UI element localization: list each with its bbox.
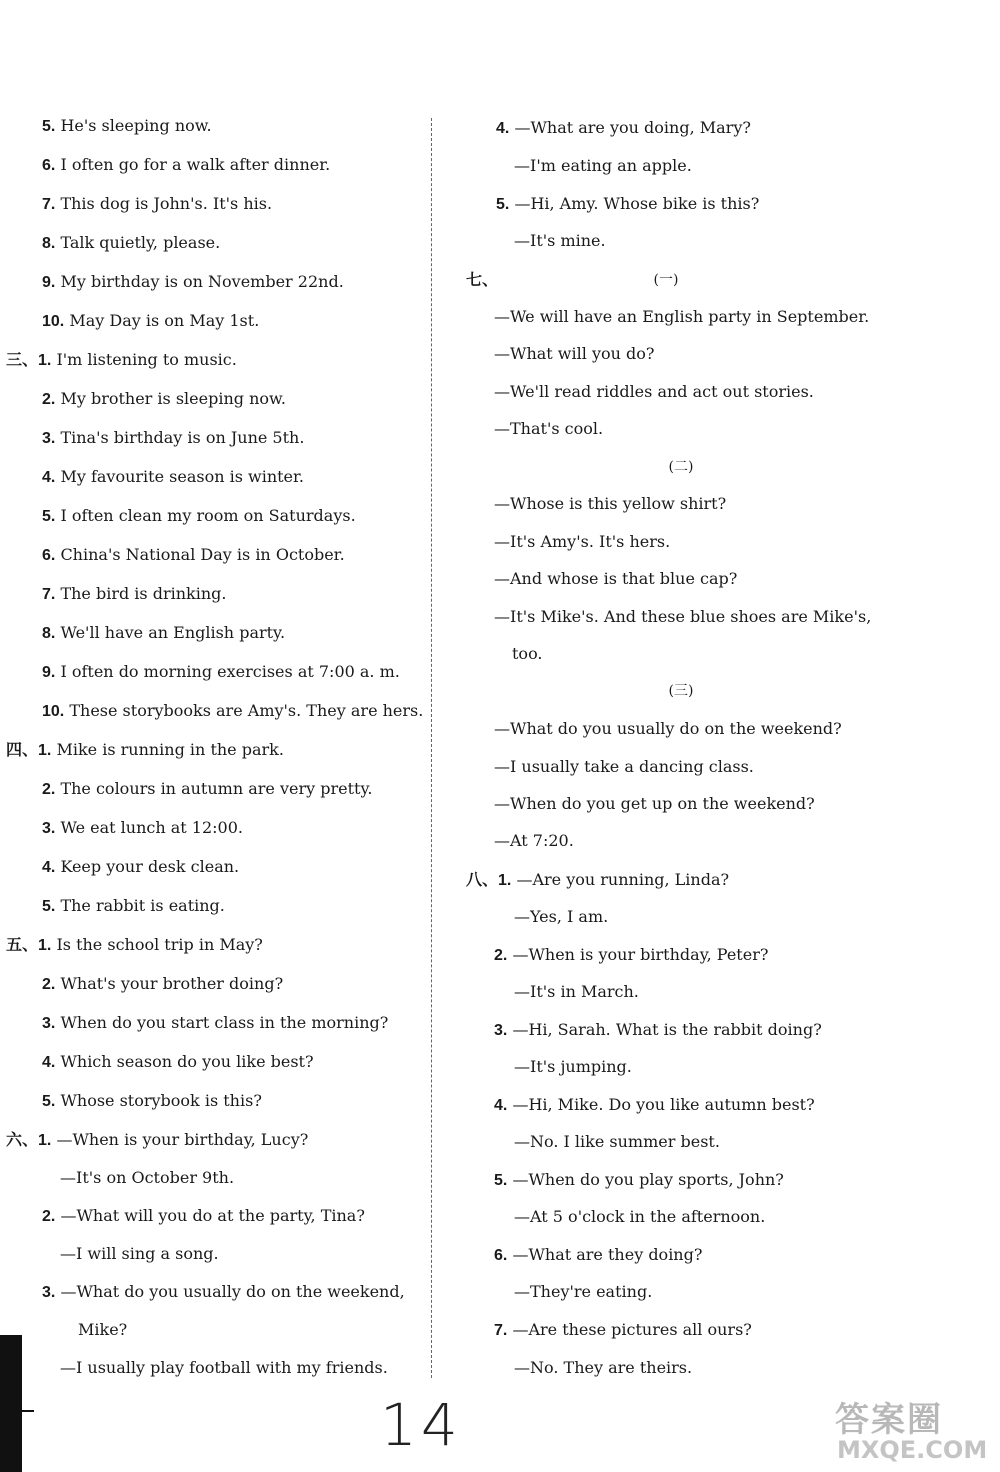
answer-line: —Whose is this yellow shirt?: [494, 494, 727, 513]
column-divider: [431, 118, 432, 1378]
answer-line: —We will have an English party in September.: [494, 307, 870, 326]
answer-line: 2. The colours in autumn are very pretty.: [42, 779, 373, 798]
subsection-heading: (三): [668, 683, 694, 699]
section-number: 三、: [6, 350, 39, 369]
answer-line: 7. The bird is drinking.: [42, 584, 227, 603]
answer-line: 2. —When is your birthday, Peter?: [494, 945, 769, 964]
answer-line: 5. I often clean my room on Saturdays.: [42, 506, 356, 525]
answer-line: 3. Tina's birthday is on June 5th.: [42, 428, 305, 447]
answer-line: —I usually play football with my friends.: [60, 1358, 388, 1377]
answer-line: 四、1. Mike is running in the park.: [6, 740, 284, 759]
answer-line: —It's mine.: [514, 231, 606, 250]
answer-line: —That's cool.: [494, 419, 604, 438]
answer-line: 4. —What are you doing, Mary?: [496, 118, 751, 137]
answer-line: —And whose is that blue cap?: [494, 569, 738, 588]
answer-line: 10. These storybooks are Amy's. They are hers.: [42, 701, 424, 720]
section-number: 七、: [466, 270, 499, 289]
section-number: 六、: [6, 1130, 39, 1149]
answer-line: —I'm eating an apple.: [514, 156, 692, 175]
answer-line: —No. They are theirs.: [514, 1358, 693, 1377]
answer-line: 7. This dog is John's. It's his.: [42, 194, 273, 213]
page-number: 14: [380, 1391, 462, 1459]
answer-line: 4. —Hi, Mike. Do you like autumn best?: [494, 1095, 815, 1114]
answer-line: 五、1. Is the school trip in May?: [6, 935, 263, 954]
section-number: 四、: [6, 740, 39, 759]
answer-line: —It's on October 9th.: [60, 1168, 235, 1187]
answer-line: 3. —Hi, Sarah. What is the rabbit doing?: [494, 1020, 822, 1039]
watermark: [835, 1392, 995, 1472]
answer-line: —It's in March.: [514, 982, 639, 1001]
page-edge-bar: [0, 1335, 22, 1472]
section-number: 五、: [6, 935, 39, 954]
answer-line: 10. May Day is on May 1st.: [42, 311, 260, 330]
answer-line: 4. My favourite season is winter.: [42, 467, 304, 486]
watermark-url: MXQE.COM: [837, 1436, 988, 1464]
answer-line: 5. He's sleeping now.: [42, 116, 212, 135]
answer-line: 3. We eat lunch at 12:00.: [42, 818, 243, 837]
subsection-heading: (一): [653, 272, 679, 288]
answer-line: 八、1. —Are you running, Linda?: [466, 870, 730, 889]
answer-line: —No. I like summer best.: [514, 1132, 720, 1151]
answer-line: 8. We'll have an English party.: [42, 623, 286, 642]
answer-line: 6. —What are they doing?: [494, 1245, 703, 1264]
answer-line: 5. The rabbit is eating.: [42, 896, 225, 915]
answer-line: —At 5 o'clock in the afternoon.: [514, 1207, 766, 1226]
answer-line: —It's jumping.: [514, 1057, 632, 1076]
section-number: 八、: [466, 870, 499, 889]
answer-line: 3. When do you start class in the morning?: [42, 1013, 389, 1032]
answer-line: 2. My brother is sleeping now.: [42, 389, 286, 408]
answer-line: —What do you usually do on the weekend?: [494, 719, 842, 738]
answer-line: —I usually take a dancing class.: [494, 757, 754, 776]
answer-line: —What will you do?: [494, 344, 655, 363]
answer-line: —When do you get up on the weekend?: [494, 794, 815, 813]
answer-line: 6. I often go for a walk after dinner.: [42, 155, 331, 174]
answer-line: 5. Whose storybook is this?: [42, 1091, 262, 1110]
answer-line: [466, 262, 498, 298]
answer-line: 8. Talk quietly, please.: [42, 233, 221, 252]
answer-line: 4. Keep your desk clean.: [42, 857, 240, 876]
answer-line: 三、1. I'm listening to music.: [6, 350, 237, 369]
subsection-heading: (二): [668, 459, 694, 475]
answer-line: 2. —What will you do at the party, Tina?: [42, 1206, 365, 1225]
answer-line: —At 7:20.: [494, 831, 574, 850]
answer-line: 3. —What do you usually do on the weekend,: [42, 1282, 405, 1301]
answer-line: 6. China's National Day is in October.: [42, 545, 345, 564]
answer-line: 7. —Are these pictures all ours?: [494, 1320, 752, 1339]
margin-tick: [22, 1410, 34, 1412]
answer-line: 9. My birthday is on November 22nd.: [42, 272, 344, 291]
answer-line: 5. —Hi, Amy. Whose bike is this?: [496, 194, 760, 213]
answer-line: 2. What's your brother doing?: [42, 974, 284, 993]
answer-line: 4. Which season do you like best?: [42, 1052, 314, 1071]
answer-line: —We'll read riddles and act out stories.: [494, 382, 814, 401]
answer-line: 5. —When do you play sports, John?: [494, 1170, 784, 1189]
answer-line: Mike?: [78, 1320, 128, 1339]
answer-line: too.: [512, 644, 543, 663]
answer-line: —I will sing a song.: [60, 1244, 219, 1263]
answer-line: —They're eating.: [514, 1282, 653, 1301]
answer-line: 9. I often do morning exercises at 7:00 a. m.: [42, 662, 400, 681]
answer-line: —It's Amy's. It's hers.: [494, 532, 671, 551]
answer-line: 六、1. —When is your birthday, Lucy?: [6, 1130, 309, 1149]
answer-line: —Yes, I am.: [514, 907, 609, 926]
answer-line: —It's Mike's. And these blue shoes are Mike's,: [494, 607, 872, 626]
watermark-logo: 答案圈: [835, 1400, 943, 1440]
